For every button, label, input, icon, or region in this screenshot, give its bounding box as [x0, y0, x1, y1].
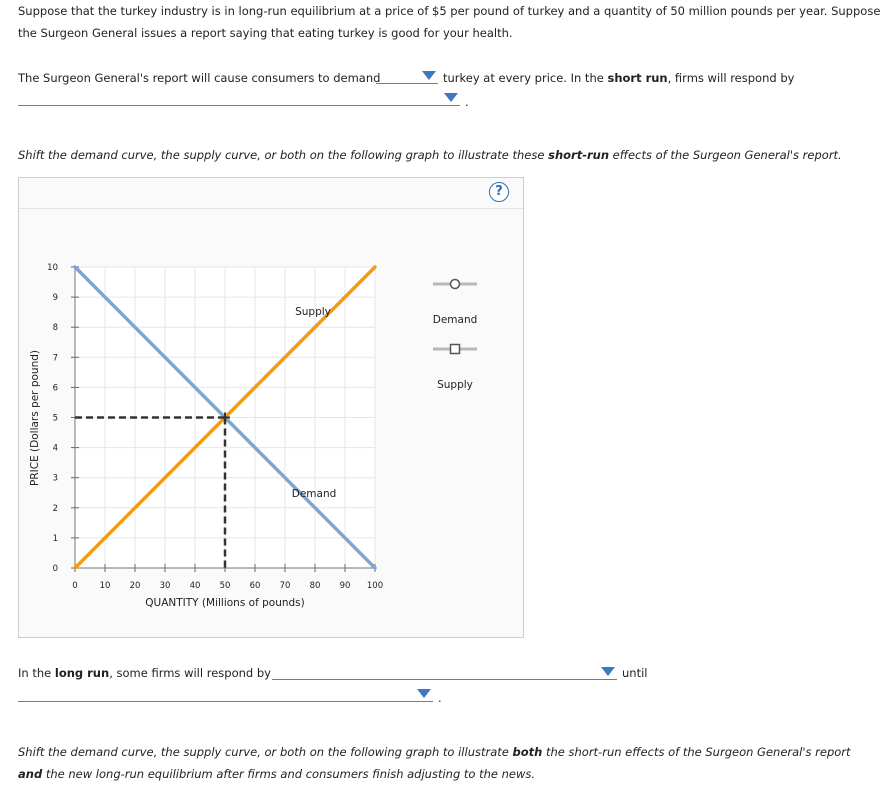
x-tick-label: 30: [159, 581, 171, 591]
q1-middle: turkey at every price. In the short run, firms will respond by: [443, 71, 795, 85]
q2-suffix: .: [438, 691, 442, 705]
legend-demand-label: Demand: [432, 314, 478, 326]
y-tick-label: 0: [52, 564, 58, 574]
y-tick-label: 10: [47, 263, 58, 273]
y-tick-label: 3: [52, 473, 58, 484]
chevron-down-icon: [417, 689, 431, 698]
x-axis-label: QUANTITY (Millions of pounds): [145, 597, 305, 609]
x-tick-label: 60: [249, 581, 261, 591]
x-tick-label: 100: [366, 581, 384, 591]
supply-square-icon: [451, 345, 460, 354]
x-tick-label: 50: [219, 581, 231, 591]
y-tick-label: 7: [52, 353, 58, 364]
long-run-response-dropdown[interactable]: [272, 665, 617, 680]
x-tick-label: 90: [339, 581, 351, 591]
legend-demand-tool[interactable]: [433, 280, 478, 327]
demand-curve-label: Demand: [291, 488, 337, 500]
x-tick-label: 70: [279, 581, 291, 591]
y-tick-label: 5: [52, 413, 58, 424]
q1-suffix: .: [465, 95, 469, 109]
q2-until: until: [622, 666, 648, 680]
supply-curve-label: Supply: [295, 306, 331, 318]
y-tick-label: 1: [52, 533, 58, 544]
help-icon[interactable]: ?: [489, 182, 509, 202]
instruction-1: Shift the demand curve, the supply curve, or both on the following graph to illustrate these short-run effects of the Surgeon General's report.: [18, 148, 842, 162]
instruction-2-line-2: and the new long-run equilibrium after firms and consumers finish adjusting to the news.: [18, 767, 536, 781]
x-tick-label: 80: [309, 581, 321, 591]
intro-line-2: the Surgeon General issues a report saying that eating turkey is good for your health.: [18, 26, 513, 40]
intro-line-1: Suppose that the turkey industry is in long-run equilibrium at a price of $5 per pound of turkey and a quantity of 50 million pounds per year. Suppose: [18, 4, 881, 18]
y-tick-label: 2: [52, 503, 58, 514]
y-axis-label: PRICE (Dollars per pound): [29, 350, 41, 486]
instruction-2-line-1: Shift the demand curve, the supply curve, or both on the following graph to illustrate both the short-run effects of the Surgeon General's report: [18, 745, 851, 759]
y-tick-label: 4: [52, 443, 58, 454]
legend-supply-label: Supply: [437, 379, 473, 391]
q1-prefix: The Surgeon General's report will cause consumers to demand: [18, 71, 381, 85]
x-tick-label: 0: [72, 581, 78, 591]
y-tick-label: 6: [52, 383, 58, 394]
long-run-until-dropdown[interactable]: [18, 687, 433, 702]
chevron-down-icon: [601, 667, 615, 676]
y-tick-label: 8: [52, 323, 58, 334]
q2-prefix: In the long run, some firms will respond by: [18, 666, 271, 680]
x-tick-label: 10: [99, 581, 111, 591]
x-tick-label: 20: [129, 581, 141, 591]
demand-circle-icon: [451, 280, 460, 289]
x-tick-label: 40: [189, 581, 201, 591]
legend-supply-tool[interactable]: [433, 345, 477, 392]
y-tick-label: 9: [52, 293, 58, 304]
